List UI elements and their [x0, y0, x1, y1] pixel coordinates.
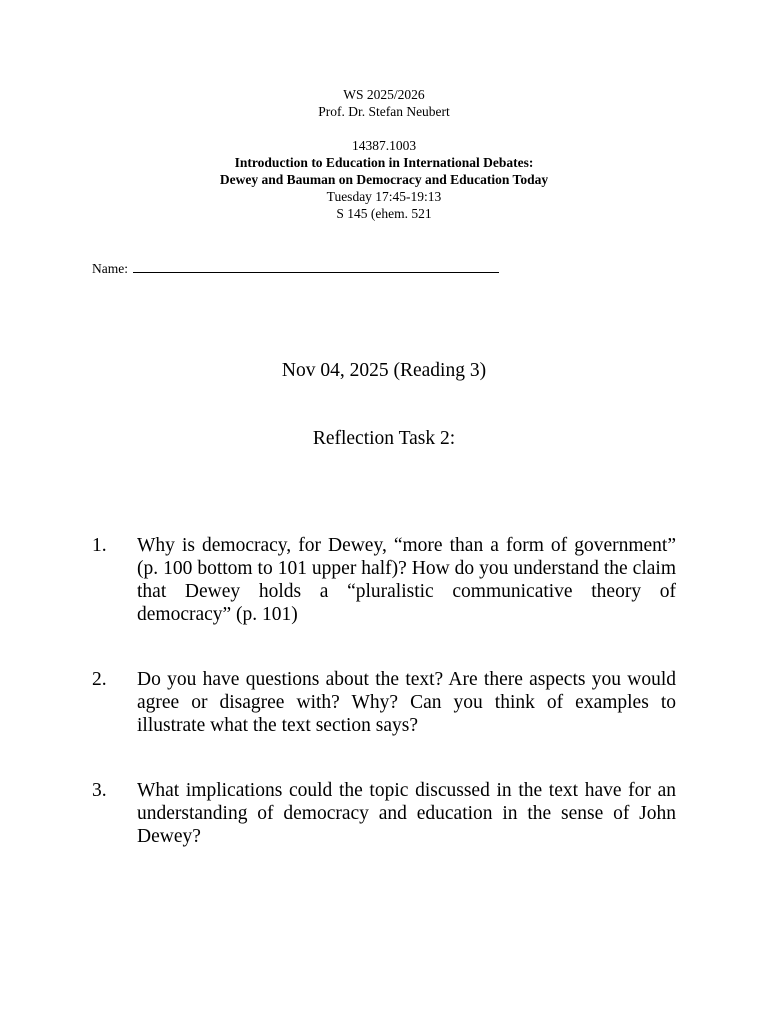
course-header — [0, 86, 768, 222]
question-number: 2. — [92, 669, 107, 690]
question-number: 1. — [92, 535, 107, 556]
question-item-2 — [92, 668, 676, 737]
question-text: Do you have questions about the text? Are there aspects you would agree or disagree with? Why? Can you think of examples to illustrate what the text section says? — [137, 669, 676, 736]
name-field — [92, 260, 499, 277]
reflection-task-title: Reflection Task 2: — [312, 428, 456, 449]
question-number: 3. — [92, 780, 107, 801]
course-title-line-2: Dewey and Bauman on Democracy and Education Today — [219, 172, 549, 187]
professor: Prof. Dr. Stefan Neubert — [318, 104, 450, 119]
semester: WS 2025/2026 — [343, 87, 425, 102]
question-item-1 — [92, 534, 676, 626]
question-text: What implications could the topic discussed in the text have for an understanding of democracy and education in the sense of John Dewey? — [137, 780, 676, 847]
name-label: Name: — [92, 261, 128, 276]
question-text: Why is democracy, for Dewey, “more than a form of government” (p. 100 bottom to 101 upper half)? How do you understand the claim that Dewey holds a “pluralistic communicative theory of democracy” (p. 101) — [137, 535, 676, 625]
course-room: S 145 (ehem. 521 — [336, 206, 432, 221]
session-date-title: Nov 04, 2025 (Reading 3) — [281, 360, 487, 381]
name-blank-line[interactable] — [133, 260, 499, 273]
question-item-3 — [92, 779, 676, 848]
course-title-line-1: Introduction to Education in International Debates: — [234, 155, 534, 170]
header-spacer — [0, 120, 768, 137]
course-number: 14387.1003 — [351, 138, 417, 153]
course-schedule: Tuesday 17:45-19:13 — [326, 189, 442, 204]
